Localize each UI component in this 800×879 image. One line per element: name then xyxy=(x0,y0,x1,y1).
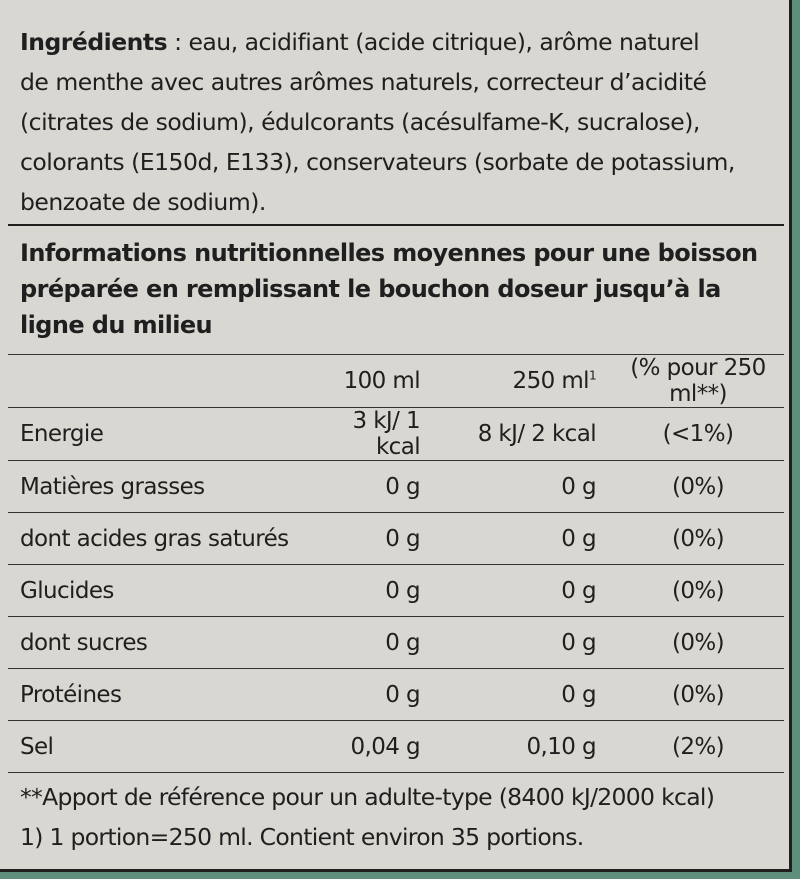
ingredients-line-4: colorants (E150d, E133), conservateurs (sorbate de potassium, xyxy=(20,148,735,176)
value-250ml: 0 g xyxy=(426,617,612,669)
value-percent: (0%) xyxy=(612,617,784,669)
reference-intake-note: **Apport de référence pour un adulte-type (8400 kJ/2000 kcal) xyxy=(20,783,715,811)
ingredients-list xyxy=(20,22,780,222)
value-100ml: 0 g xyxy=(320,565,426,617)
value-250ml: 0 g xyxy=(426,513,612,565)
table-header-row xyxy=(8,355,784,408)
table-row xyxy=(8,565,784,617)
value-250ml: 0 g xyxy=(426,669,612,721)
value-percent: (0%) xyxy=(612,565,784,617)
table-row xyxy=(8,408,784,461)
value-percent: (<1%) xyxy=(612,408,784,461)
value-250ml: 0 g xyxy=(426,461,612,513)
value-250ml: 0,10 g xyxy=(426,721,612,773)
section-divider xyxy=(8,224,784,226)
nutrition-title-line-1: Informations nutritionnelles moyennes pour une boisson xyxy=(20,239,758,267)
ingredients-line-5: benzoate de sodium). xyxy=(20,188,266,216)
ingredients-text-1: : eau, acidifiant (acide citrique), arôme naturel xyxy=(167,28,700,56)
value-250ml: 0 g xyxy=(426,565,612,617)
portion-note: 1) 1 portion=250 ml. Contient environ 35 portions. xyxy=(20,823,584,851)
nutrient-name: Protéines xyxy=(8,669,320,721)
header-100ml: 100 ml xyxy=(320,355,426,408)
value-100ml: 0 g xyxy=(320,669,426,721)
header-250ml xyxy=(426,355,612,408)
value-100ml: 0 g xyxy=(320,461,426,513)
ingredients-line-3: (citrates de sodium), édulcorants (acésulfame-K, sucralose), xyxy=(20,108,700,136)
nutrient-name: Sel xyxy=(8,721,320,773)
value-percent: (2%) xyxy=(612,721,784,773)
nutrient-name: Glucides xyxy=(8,565,320,617)
value-100ml: 0 g xyxy=(320,617,426,669)
table-row xyxy=(8,721,784,773)
value-percent: (0%) xyxy=(612,513,784,565)
footnotes xyxy=(20,777,790,857)
nutrient-name: dont acides gras saturés xyxy=(8,513,320,565)
header-250ml-label: 250 ml xyxy=(512,368,589,394)
ingredients-line-2: de menthe avec autres arômes naturels, correcteur d’acidité xyxy=(20,68,707,96)
nutrition-title-line-2: préparée en remplissant le bouchon doseur jusqu’à la xyxy=(20,275,721,303)
nutrition-title xyxy=(20,235,780,343)
table-row xyxy=(8,617,784,669)
value-100ml: 0,04 g xyxy=(320,721,426,773)
nutrition-title-line-3: ligne du milieu xyxy=(20,311,213,339)
value-percent: (0%) xyxy=(612,461,784,513)
nutrition-table xyxy=(8,354,784,773)
nutrient-name: dont sucres xyxy=(8,617,320,669)
table-row xyxy=(8,669,784,721)
table-row xyxy=(8,461,784,513)
value-250ml: 8 kJ/ 2 kcal xyxy=(426,408,612,461)
nutrient-name: Energie xyxy=(8,408,320,461)
header-empty-cell xyxy=(8,355,320,408)
value-100ml: 0 g xyxy=(320,513,426,565)
nutrient-name: Matières grasses xyxy=(8,461,320,513)
ingredients-heading: Ingrédients xyxy=(20,28,168,56)
value-100ml: 3 kJ/ 1 kcal xyxy=(320,408,426,461)
header-250ml-footnote: 1 xyxy=(588,368,596,383)
header-percent: (% pour 250 ml**) xyxy=(612,355,784,408)
table-row xyxy=(8,513,784,565)
value-percent: (0%) xyxy=(612,669,784,721)
ingredients-line-1 xyxy=(20,22,780,62)
